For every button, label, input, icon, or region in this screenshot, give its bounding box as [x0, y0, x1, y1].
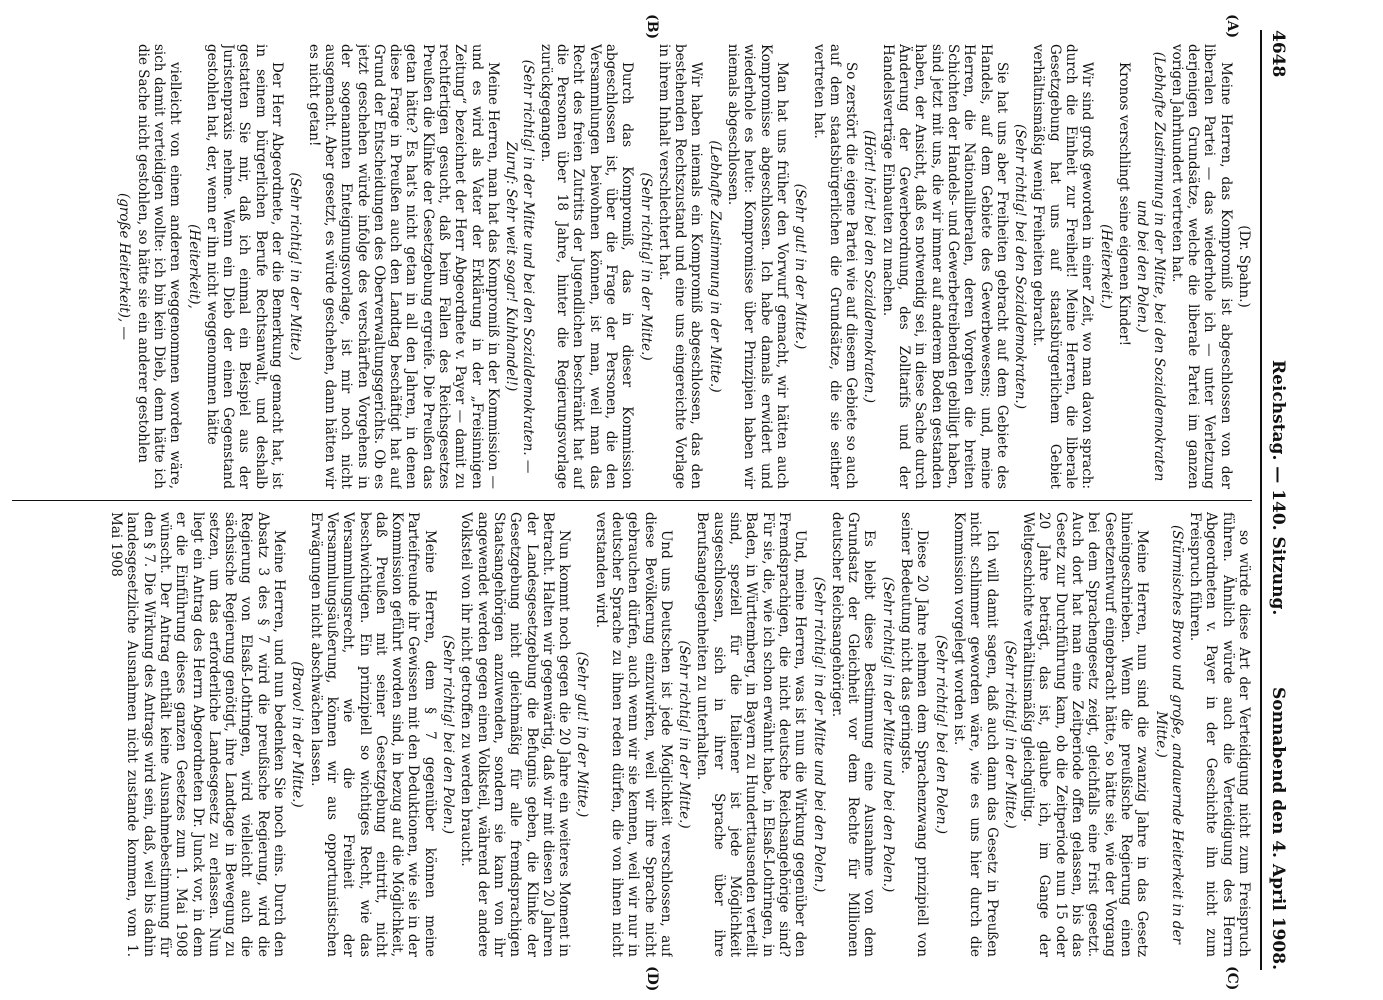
paragraph: so würde diese Art der Verteidigung nicht zum Freispruch führen. Ähnlich würde auch die Verteidigung des Herrn Abgeordneten v. Payer in der Geschichte ihn nicht zum Freispruch führen.: [1187, 512, 1252, 957]
margin-marker-c: (C): [1224, 966, 1240, 991]
page-header: [1260, 30, 1290, 970]
interjection: (Sehr gut! in der Mitte.): [792, 183, 809, 350]
interjection: (Stürmisches Bravo und große, andauernde Heiterkeit in der Mitte.): [1152, 525, 1185, 944]
interjection: (Lebhafte Zustimmung in der Mitte, bei den Sozialdemokraten und bei den Polen.): [1134, 51, 1167, 482]
paragraph: Sie hat uns aber Freiheiten gebracht auf dem Gebiete des Handels, auf dem Gebiete des Gewerbewesens; und, meine Herren, die Nationalliberalen, deren Vorgehen die breiten Schichten der Handels- und Gewerbetreibenden gebilligt haben, sind jetzt mit uns, die wir immer auf anderem Boden gestanden haben, der Ansicht, daß es notwendig sei, in diese Sache durch Änderung der Gewerbeordnung, des Zolltarifs und der Handelsverträge Einbauten zu machen.: [879, 44, 1010, 489]
paragraph: Meine Herren, das Kompromiß ist abgeschlossen von der liberalen Partei — das wiederhole ich — unter Verletzung derjenigen Grundsätze, welche die liberale Partei im ganzen vorigen Jahrhundert vertreten hat.: [1168, 44, 1234, 489]
paragraph: Durch das Kompromiß, das in dieser Kommission abgeschlossen ist, über die Frage der Personen, die den Versammlungen beiwohnen können, ist man, weil man das Recht des freien Zutritts der Jugendlichen beschränkt hat auf die Personen über 18 Jahre, hinter die Regierungsvorlage zurückgegangen.: [537, 44, 636, 489]
interjection: (Sehr richtig! bei den Polen.): [932, 634, 949, 835]
paragraph: So zerstört die eigene Partei wie auf diesem Gebiete so auch auf dem staatsbürgerlichen die Grundsätze, die sie seither vertreten hat.: [810, 44, 860, 489]
margin-marker-a: (A): [1224, 14, 1240, 39]
session-title: Reichstag. — 140. Sitzung.: [1268, 360, 1288, 616]
interjection: (Sehr richtig! bei den Polen.): [440, 634, 457, 835]
interjection: (Sehr richtig! in der Mitte und bei den Polen.): [810, 576, 827, 893]
paragraph: Kronos verschlingt seine eigenen Kinder!: [1115, 62, 1132, 347]
interjection: (Lebhafte Zustimmung in der Mitte.): [706, 140, 723, 393]
paragraph: Diese 20 Jahre nehmen dem Sprachenzwang prinzipiell von seiner Bedeutung nicht das geringste.: [898, 512, 931, 957]
interjection: (Heiterkeit),: [185, 224, 202, 309]
paragraph: Man hat uns früher den Vorwurf gemacht, wir hätten auch Kompromisse abgeschlossen. Ich habe damals erwidert und wiederhole es heute: Kompromisse über Prinzipien haben wir niemals abgeschlossen.: [725, 44, 790, 489]
interjection: (Hört! hört! bei den Sozialdemokraten.): [861, 129, 878, 404]
left-column: [12, 44, 1252, 489]
interjection: (Sehr richtig! in der Mitte.): [637, 172, 654, 361]
paragraph: Meine Herren, nun sind die zwanzig Jahre in das Gesetz hineingeschrieben. Wenn die preußische Regierung einen Gesetzentwurf eingebracht hätte, so hätte sie, wie der Vorgang bei dem Sprachengesetz zeigt, gleichfalls eine Frist gesetzt. Auch dort hat man eine Zeitperiode offen gelassen, bis das Gesetz zur Durchführung kam, ob die Zeitperiode nun 15 oder 20 Jahre beträgt, das ist, glaube ich, im Gange der Weltgeschichte verhältnismäßig gleichgültig.: [1020, 512, 1151, 957]
paragraph: Meine Herren, und nun bedenken Sie noch eins. Durch den Absatz 3 des § 7 wird die preußische Regierung, wird die Regierung von Elsaß-Lothringen, wird vielleicht auch die sächsische Regierung genötigt, ihre Landtage in Bewegung zu setzen, um das erforderliche Landesgesetz zu erlassen. Nun liegt ein Antrag des Herrn Abgeordneten Dr. Junck vor, in dem er die Einführung dieses ganzen Gesetzes zum 1. Mai 1908 wünscht. Der Antrag enthält keine Ausnahmebestimmung für den § 7. Die Wirkung des Antrags wird sein, daß, weil bis dahin landesgesetzliche Ausnahmen nicht zustande kommen, vom 1. Mai 1908: [108, 512, 288, 957]
paragraph: Und, meine Herren, was ist nun die Wirkung gegenüber den Fremdsprachigen, die nicht deutsche Reichsangehörige sind? Für sie, die, wie ich schon erwähnt habe, in Elsaß-Lothringen, in Baden, in Württemberg, in Bayern zu Hunderttausenden verteilt sind, speziell für die Italiener ist jede Möglichkeit ausgeschlossen, sich in ihrer Sprache über ihre Berufsangelegenheiten zu unterhalten.: [694, 512, 809, 957]
paragraph: Es bleibt diese Bestimmung eine Ausnahme von dem Grundsatz der Gleichheit vor dem Rechte für Millionen deutscher Reichsangehöriger.: [828, 512, 878, 957]
interjection: (Heiterkeit.): [1097, 224, 1114, 309]
interjection: (Sehr richtig! in der Mitte und bei den Polen.): [879, 576, 896, 893]
margin-marker-d: (D): [644, 966, 660, 992]
paragraph: Nun kommt noch gegen die 20 Jahre ein weiteres Moment in Betracht. Halten wir gegenwärtig, daß wir mit diesen 20 Jahren der Landesgesetzgebung die Befugnis geben, die Klinke der Gesetzgebung nicht gleichmäßig für alle fremdsprachigen Staatsangehörigen anzuwenden, sondern sie kann von ihr angewendet werden gegen einen Volksteil, während der andere Volksteil von ihr nicht getroffen zu werden braucht.: [458, 512, 573, 957]
paragraph: Meine Herren, man hat das Kompromiß in der Kommission — und es wird als Vater der Erklärung in der „Freisinnigen Zeitung“ bezeichnet der Herr Abgeordnete v. Payer — damit zu rechtfertigen gesucht, daß beim Fallen des Reichsgesetzes Preußen die Klinke der Gesetzgebung ergreife. Die Preußen das getan hätte? Es hat's nicht getan in all den Jahren, in denen diese Frage in Preußen auch den Landtag beschäftigt hat auf Grund der Entscheidungen des Oberverwaltungsgerichts. Ob es jetzt geschehen würde infolge des verschärften Vorgehens in der sogenannten Enteignungsvorlage, ist mir noch nicht ausgemacht. Aber gesetzt, es würde geschehen, dann hätten wir es nicht getan!: [305, 44, 501, 489]
margin-marker-b: (B): [644, 14, 660, 40]
paragraph: vielleicht von einem anderen weggenommen worden wäre, sich damit verteidigen wollte: ich bin kein Dieb, denn hätte ich die Sache nicht gestohlen, so hätte sie ein anderer gestohlen: [134, 44, 184, 489]
paragraph: Wir sind groß geworden in einer Zeit, wo man davon sprach: durch die Einheit zur Freiheit! Meine Herren, die liberale Gesetzgebung hat uns auf staatsbürgerlichem Gebiet verhältnismäßig wenig Freiheiten gebracht.: [1030, 44, 1096, 489]
interjection: (Sehr gut! in der Mitte.): [574, 651, 591, 818]
interjection: (Sehr richtig! bei den Sozialdemokraten.): [1012, 123, 1029, 409]
page-number: 4648: [1268, 30, 1288, 78]
right-column: [12, 512, 1252, 957]
interjection: (Sehr richtig! in der Mitte.): [1001, 640, 1018, 829]
paragraph: Ich will damit sagen, daß auch dann das Gesetz in Preußen nicht schlimmer geworden wäre, wie es uns hier durch die Kommission vorgelegt worden ist.: [950, 512, 1000, 957]
interjection: (Sehr richtig! in der Mitte.): [287, 172, 304, 361]
session-date: Sonnabend den 4. April 1908.: [1268, 687, 1288, 970]
column-divider: [12, 500, 1252, 501]
interjection: (große Heiterkeit), —: [116, 193, 133, 340]
paragraph: Meine Herren, dem § 7 gegenüber können meine Parteifreunde ihr Gewissen mit den Deduktionen, wie sie in der Kommission geführt worden sind, in bezug auf die Möglichkeit, daß Preußen mit seiner Gesetzgebung eintritt, nicht beschwichtigen. Ein prinzipiell so wichtiges Recht, wie das Versammlungsrecht, wie die Freiheit der Versammlungsäußerung, können wir aus opportunistischen Erwägungen nicht abschwächen lassen.: [307, 512, 438, 957]
paragraph: Wir haben niemals ein Kompromiß abgeschlossen, das den bestehenden Rechtszustand und eine uns eingereichte Vorlage in ihrem Inhalt verschlechtert hat.: [655, 44, 705, 489]
speaker-name: (Dr. Spahn.): [1236, 225, 1252, 308]
interjection: (Bravo! in der Mitte.): [289, 661, 306, 808]
paragraph: Der Herr Abgeordnete, der die Bemerkung gemacht hat, ist in seinem bürgerlichen Berufe Rechtsanwalt, und deshalb gestatten Sie mir, daß ich einmal ein Beispiel aus der Juristenpraxis nehme. Wenn ein Dieb der einen Gegenstand gestohlen hat, der, wenn er ihn nicht weggenommen hätte: [203, 44, 286, 489]
interjection: (Sehr richtig! in der Mitte und bei den Sozialdemokraten. — Zuruf: Sehr weit sogar! Kuhhandel!): [503, 59, 536, 474]
paragraph: Und uns Deutschen ist jede Möglichkeit verschlossen, auf diese Bevölkerung einzuwirken, weil wir ihre Sprache nicht gebrauchen dürfen, auch wenn wir sie kennen, weil wir nur in deutscher Sprache zu ihnen reden dürfen, die von ihnen nicht verstanden wird.: [592, 512, 674, 957]
interjection: (Sehr richtig! in der Mitte.): [676, 640, 693, 829]
